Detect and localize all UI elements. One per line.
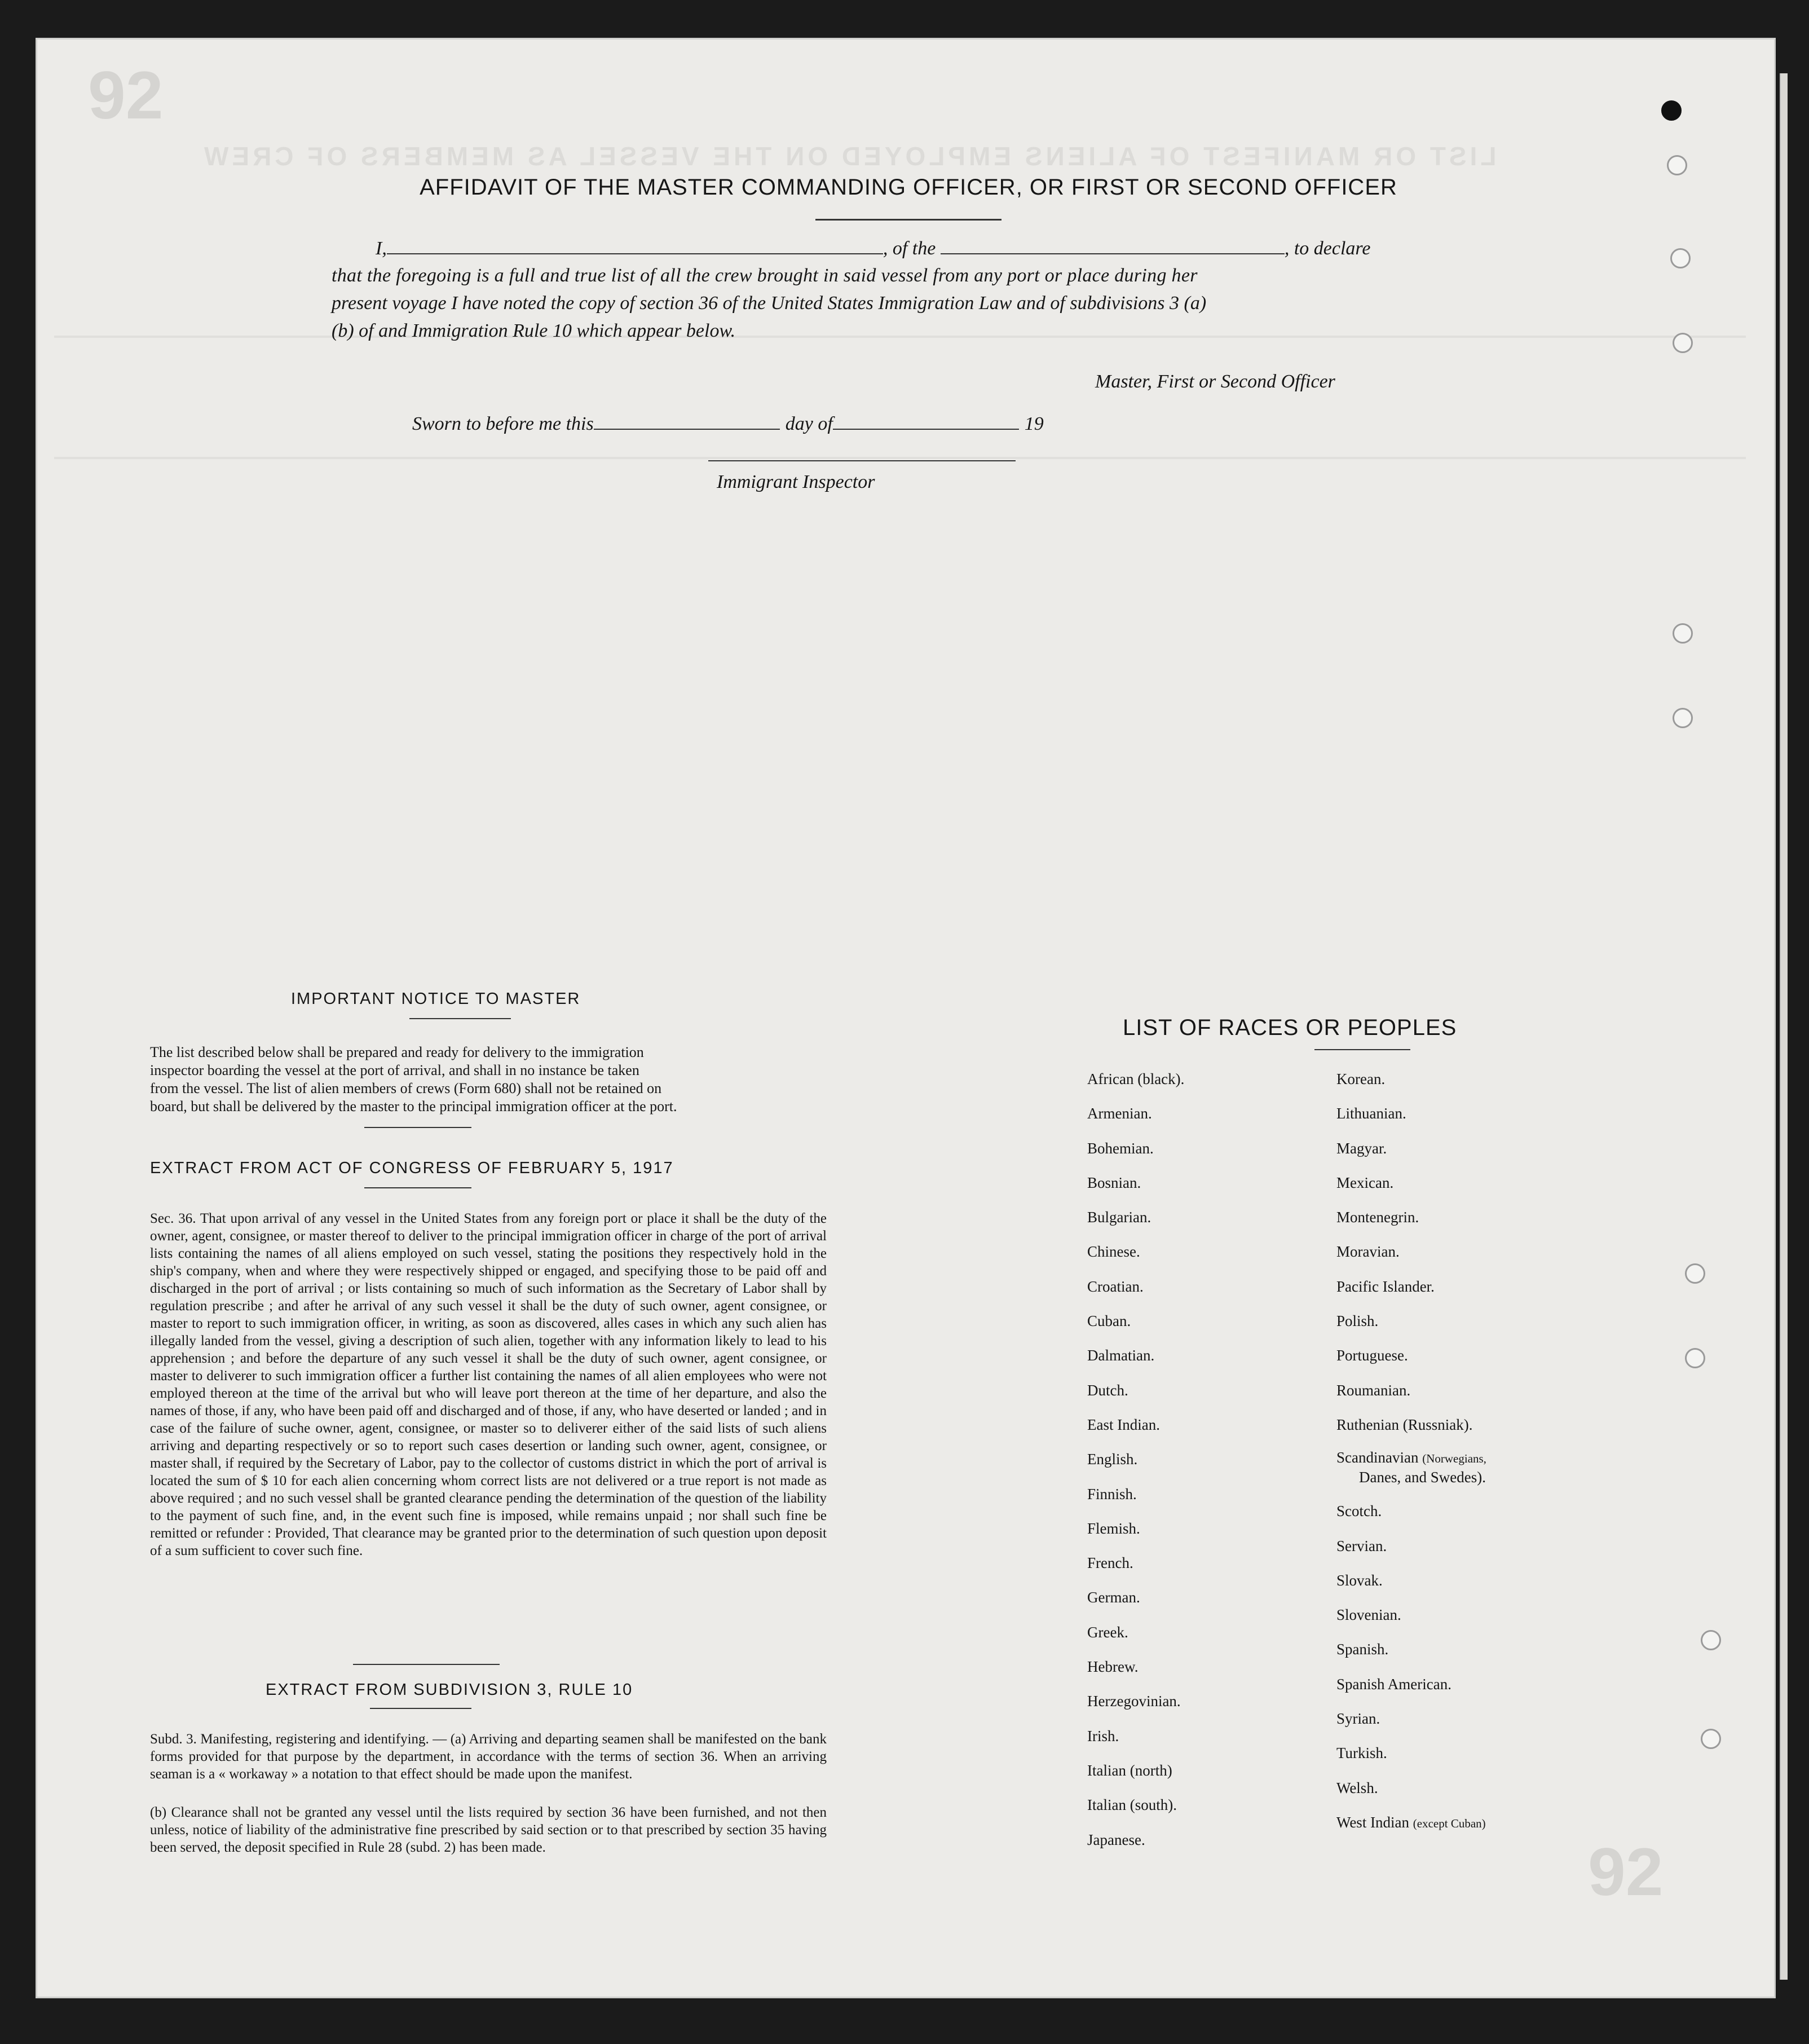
race-item: Pacific Islander. <box>1336 1278 1435 1295</box>
race-item: Spanish American. <box>1336 1675 1451 1693</box>
page-edge <box>1780 73 1788 1980</box>
sworn-day-blank[interactable] <box>594 409 780 430</box>
bleed-through-rule <box>54 457 1746 459</box>
race-item: English. <box>1087 1451 1138 1468</box>
race-item: Bulgarian. <box>1087 1209 1151 1226</box>
race-item: Montenegrin. <box>1336 1209 1419 1226</box>
sworn-line: Sworn to before me this day of 19 <box>412 409 1044 438</box>
race-item: Ruthenian (Russniak). <box>1336 1416 1473 1433</box>
race-item: Welsh. <box>1336 1779 1378 1796</box>
master-signature-label: Master, First or Second Officer <box>1095 371 1335 392</box>
punch-hole-icon <box>1670 248 1691 268</box>
race-item: Flemish. <box>1087 1519 1140 1537</box>
punch-hole-icon <box>1673 623 1693 644</box>
race-item: Scandinavian (Norwegians, <box>1336 1449 1486 1466</box>
race-item: Dutch. <box>1087 1381 1128 1399</box>
act-extract-heading: EXTRACT FROM ACT OF CONGRESS OF FEBRUARY 5, 1917 <box>150 1159 674 1177</box>
notice-text: The list described below shall be prepared and ready for delivery to the immigration inspector boarding the vessel at the port of arrival, and shall in no instance be taken from the vessel. The list of alien members of crews (Form 680) shall not be retained on board, but shall be delivered by the master to the principal immigration officer at the port. <box>150 1044 677 1114</box>
race-item: Bosnian. <box>1087 1174 1141 1191</box>
affidavit-line-4: (b) of and Immigration Rule 10 which appear below. <box>332 320 736 341</box>
race-item: Servian. <box>1336 1537 1387 1554</box>
race-item: Armenian. <box>1087 1105 1152 1122</box>
race-item: Magyar. <box>1336 1139 1387 1157</box>
punch-hole-icon <box>1661 100 1682 121</box>
race-item: Japanese. <box>1087 1831 1145 1848</box>
race-item: Lithuanian. <box>1336 1105 1406 1122</box>
races-column-2 <box>1336 1062 1486 1840</box>
officer-name-blank[interactable] <box>387 234 883 254</box>
rule-extract-para-b: (b) Clearance shall not be granted any vessel until the lists required by section 36 have been furnished, and not then unless, notice of liability of the administrative fine prescribed by said section or to that prescribed by section 35 having been served, the deposit specified in Rule 28 (subd. 2) has been made. <box>150 1805 827 1855</box>
document-page <box>37 39 1774 1997</box>
race-item: German. <box>1087 1589 1140 1606</box>
act-extract-separator <box>353 1664 500 1665</box>
inspector-label: Immigrant Inspector <box>717 472 875 492</box>
notice-separator <box>364 1127 471 1128</box>
title-underline <box>815 219 1001 221</box>
race-item: East Indian. <box>1087 1416 1160 1433</box>
affidavit-line-2: that the foregoing is a full and true list of all the crew brought in said vessel from any port or place during her <box>332 265 1198 286</box>
notice-heading: IMPORTANT NOTICE TO MASTER <box>291 990 581 1008</box>
race-item: Greek. <box>1087 1623 1128 1641</box>
race-item: French. <box>1087 1554 1133 1572</box>
punch-hole-icon <box>1685 1348 1705 1368</box>
rule-extract-para-a: Subd. 3. Manifesting, registering and identifying. — (a) Arriving and departing seamen shall be manifested on the bank forms provided for that purpose by the department, in accordance with the terms of section 36. When an arriving seaman is a « workaway » a notation to that effect should be made upon the manifest. <box>150 1732 827 1782</box>
punch-hole-icon <box>1701 1630 1721 1650</box>
punch-hole-icon <box>1673 333 1693 353</box>
punch-hole-icon <box>1667 155 1687 175</box>
punch-hole-icon <box>1685 1263 1705 1284</box>
affidavit-line-1: I, , of the , to declare <box>376 234 1370 263</box>
race-item: Hebrew. <box>1087 1658 1139 1676</box>
races-underline <box>1314 1049 1410 1050</box>
sworn-month-blank[interactable] <box>833 409 1019 430</box>
vessel-name-blank[interactable] <box>941 234 1285 254</box>
page-number-stamp-bottom: 92 <box>1588 1834 1664 1910</box>
race-item: Portuguese. <box>1336 1347 1408 1364</box>
race-item: Dalmatian. <box>1087 1347 1155 1364</box>
race-item: Syrian. <box>1336 1710 1380 1728</box>
race-item: Moravian. <box>1336 1243 1400 1261</box>
race-item: Cuban. <box>1087 1312 1131 1330</box>
race-item: Herzegovinian. <box>1087 1693 1181 1710</box>
race-item: Slovenian. <box>1336 1606 1401 1624</box>
act-extract-text: Sec. 36. That upon arrival of any vessel in the United States from any foreign port or place it shall be the duty of the owner, agent, consignee, or master thereof to deliver to the principal immigration officer in charge of the port of arrival lists containing the names of all aliens employed on such vessel, stating the positions they respectively hold in the ship's company, when and where they were respectively shipped or engaged, and specifying those to be paid off and discharged in the port of arrival ; or lists containing so much of such information as the Secretary of Labor shall by regulation prescribe ; and after he arrival of any such vessel it shall be the duty of such owner, agent consignee, or master to report to such immigration officer, in writing, as soon as discovered, alles cases in which any such alien has illegally landed from the vessel, giving a description of such alien, together with any information likely to lead to his apprehension ; and before the departure of any such vessel it shall be the duty of such owner, agent consignee, or master to deliverer to such immigration officer a further list containing the names of all alien employees who were not employed thereon at the time of the arrival but who will leave port thereon at the time of her departure, and also the names of those, if any, who have been paid off and discharged and of those, if any, who have deserted or landed ; and in case of the failure of suche owner, agent, consignee, or master so to deliverer either of the said lists of such aliens arriving and departing respectively or so to report such cases desertion or landing such owner, agent, consignee, or master shall, if required by the Secretary of Labor, pay to the collector of customs district in which the port of arrival is located the sum of $ 10 for each alien concerning whom correct lists are not delivered or a true report is not made as above required ; and no such vessel shall be granted clearance pending the determination of the question of the liability to the payment of such fine, and, in the event such fine is imposed, while remains unpaid ; nor shall such fine be remitted or refunder : Provided, That clearance may be granted prior to the determination of such question upon deposit of a sum sufficient to cover such fine. <box>150 1211 827 1558</box>
page-number-stamp: 92 <box>88 58 164 133</box>
race-item: Italian (north) <box>1087 1761 1172 1779</box>
affidavit-line-3: present voyage I have noted the copy of section 36 of the United States Immigration Law and of subdivisions 3 (a) <box>332 293 1207 314</box>
inspector-signature-line <box>708 460 1016 461</box>
races-column-1 <box>1087 1062 1184 1857</box>
race-item: Chinese. <box>1087 1243 1140 1261</box>
bleed-through-rule <box>54 336 1746 338</box>
race-item: West Indian (except Cuban) <box>1336 1813 1486 1831</box>
race-item: Italian (south). <box>1087 1796 1177 1814</box>
bleed-through-header: LIST OR MANIFEST OF ALIENS EMPLOYED ON THE VESSEL AS MEMBERS OF CREW <box>201 142 1497 171</box>
races-heading: LIST OF RACES OR PEOPLES <box>1123 1015 1457 1040</box>
race-item: Irish. <box>1087 1727 1119 1745</box>
punch-hole-icon <box>1673 708 1693 728</box>
race-item: Spanish. <box>1336 1641 1389 1658</box>
race-item: Finnish. <box>1087 1485 1137 1503</box>
race-item: Roumanian. <box>1336 1381 1411 1399</box>
race-item: Croatian. <box>1087 1278 1144 1295</box>
race-item: Turkish. <box>1336 1745 1387 1762</box>
race-item: Korean. <box>1336 1071 1386 1087</box>
race-item: Polish. <box>1336 1312 1379 1330</box>
race-item: Bohemian. <box>1087 1139 1154 1157</box>
notice-underline <box>409 1018 511 1019</box>
race-item: Slovak. <box>1336 1571 1383 1589</box>
race-item: Mexican. <box>1336 1174 1394 1191</box>
rule-extract-underline <box>370 1708 471 1709</box>
race-item: African (black). <box>1087 1071 1185 1087</box>
race-item: Scotch. <box>1336 1503 1382 1520</box>
rule-extract-heading: EXTRACT FROM SUBDIVISION 3, RULE 10 <box>266 1681 633 1699</box>
punch-hole-icon <box>1701 1729 1721 1749</box>
affidavit-title: AFFIDAVIT OF THE MASTER COMMANDING OFFICER, OR FIRST OR SECOND OFFICER <box>420 175 1397 200</box>
act-extract-underline <box>364 1187 471 1188</box>
race-item-continued: Danes, and Swedes). <box>1359 1469 1486 1486</box>
